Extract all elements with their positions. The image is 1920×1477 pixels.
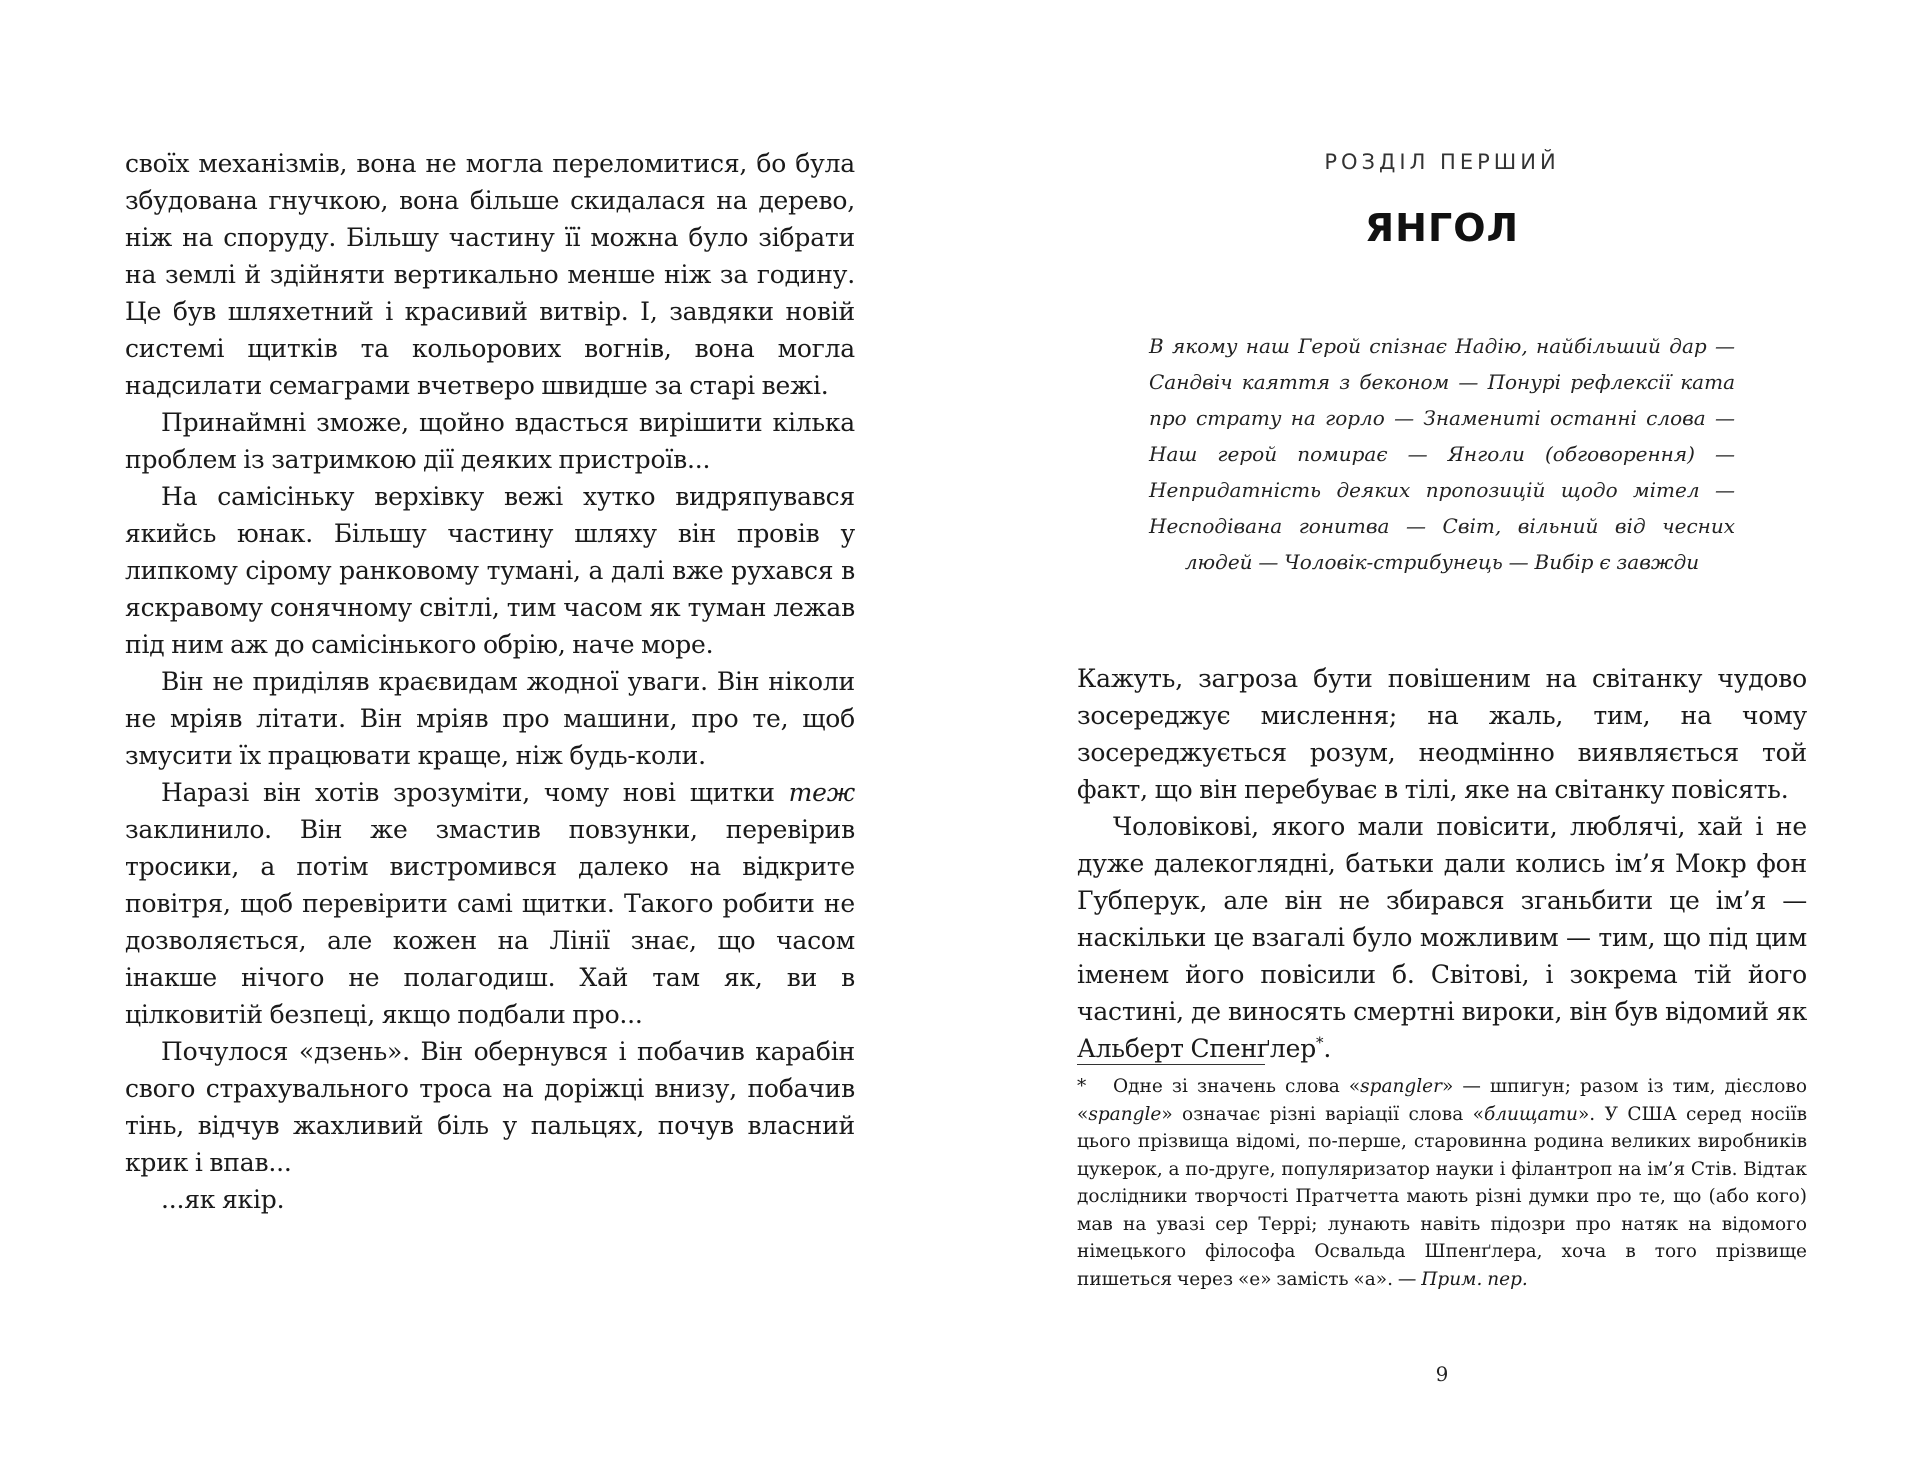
paragraph: Принаймні зможе, щойно вдасться вирішити кілька проблем із затримкою дії деяких пристроїв... <box>125 408 855 474</box>
footnote-text: » означає різні варіації слова « <box>1161 1103 1484 1125</box>
page-number: 9 <box>1435 1362 1449 1386</box>
left-page-body <box>125 145 855 1218</box>
footnote-text: Одне зі значень слова « <box>1113 1076 1361 1097</box>
footnote-marker: * <box>1077 1076 1087 1097</box>
footnote-text: ». У США серед носіїв цього прізвища відомі, по-перше, старовинна родина великих виробників цукерок, а по-друге, популяризатор науки і філантроп на ім’я Стів. Відтак дослідники творчості Пратчетта мають різні думки про те, що (або кого) мав на увазі сер Террі; лунають навіть підозри про натяк на відомого німецького філософа Освальда Шпенґлера, хоча в того прізвище пишеться через «е» замість «а». — <box>1077 1103 1808 1290</box>
paragraph: Кажуть, загроза бути повішеним на світанку чудово зосереджує мислення; на жаль, тим, на чому зосереджується розум, неодмінно виявляється той факт, що він перебуває в тілі, яке на світанку повісять. <box>1077 664 1807 804</box>
footnote-emphasis: Прим. пер. <box>1421 1268 1528 1290</box>
emphasis-text: теж <box>788 778 855 807</box>
paragraph: ...як якір. <box>161 1185 285 1214</box>
footnote <box>1077 1073 1807 1293</box>
right-page-body <box>1077 660 1807 1067</box>
paragraph <box>125 774 855 1033</box>
footnote-emphasis: блищати <box>1483 1103 1578 1125</box>
footnote-emphasis: spangle <box>1088 1103 1162 1125</box>
paragraph: Почулося «дзень». Він обернувся і побачив карабін свого страхувального троса на доріжці внизу, побачив тінь, відчув жахливий біль у пальцях, почув власний крик і впав... <box>125 1037 855 1177</box>
paragraph: Він не приділяв краєвидам жодної уваги. Він ніколи не мріяв літати. Він мріяв про машини, про те, щоб змусити їх працювати краще, ніж будь-коли. <box>125 667 855 770</box>
paragraph-text: . <box>1323 1034 1332 1063</box>
paragraph-text: заклинило. Він же змастив повзунки, перевірив тросики, а потім вистромився далеко на відкрите повітря, щоб перевірити самі щитки. Такого робити не дозволяється, але кожен на Лінії знає, що часом інакше нічого не полагодиш. Хай там як, ви в цілковитій безпеці, якщо подбали про... <box>125 815 855 1029</box>
paragraph-text: Наразі він хотів зрозуміти, чому нові щитки <box>161 778 789 807</box>
footnote-emphasis: spangler <box>1360 1076 1442 1097</box>
chapter-title: ЯНГОЛ <box>1364 206 1520 250</box>
footnote-reference[interactable]: * <box>1316 1033 1324 1052</box>
paragraph <box>1077 808 1807 1067</box>
chapter-label: РОЗДІЛ ПЕРШИЙ <box>1324 150 1560 174</box>
left-page <box>125 0 855 1218</box>
footnote-divider <box>1077 1064 1265 1065</box>
paragraph: своїх механізмів, вона не могла переломитися, бо була збудована гнучкою, вона більше скидалася на дерево, ніж на споруду. Більшу частину її можна було зібрати на землі й здійняти вертикально менше ніж за годину. Це був шляхетний і красивий витвір. І, завдяки новій системі щитків та кольорових вогнів, вона могла надсилати семаграми вчетверо швидше за старі вежі. <box>125 149 855 400</box>
chapter-synopsis: В якому наш Герой спізнає Надію, найбільший дар — Сандвіч каяття з беконом — Понурі рефлексії ката про страту на горло — Знамениті останні слова — Наш герой помирає — Янголи (обговорення) — Непридатність деяких пропозицій щодо мітел — Несподівана гонитва — Світ, вільний від чесних людей — Чоловік-стрибунець — Вибір є завжди <box>1149 334 1735 574</box>
paragraph-text: Чоловікові, якого мали повісити, люблячі, хай і не дуже далекоглядні, батьки дали колись ім’я Мокр фон Губперук, але він не збирався зганьбити це ім’я — наскільки це взагалі було можливим — тим, що під цим іменем його повісили б. Світові, і зокрема тій його частині, де виносять смертні вироки, він був відомий як Альберт Спенґлер <box>1077 812 1807 1063</box>
footnote-text: » — шпигун; разом із тим, дієслово « <box>1077 1076 1807 1125</box>
paragraph: На самісіньку верхівку вежі хутко видряпувався якийсь юнак. Більшу частину шляху він провів у липкому сірому ранковому тумані, а далі вже рухався в яскравому сонячному світлі, тим часом як туман лежав під ним аж до самісінького обрію, наче море. <box>125 482 855 659</box>
